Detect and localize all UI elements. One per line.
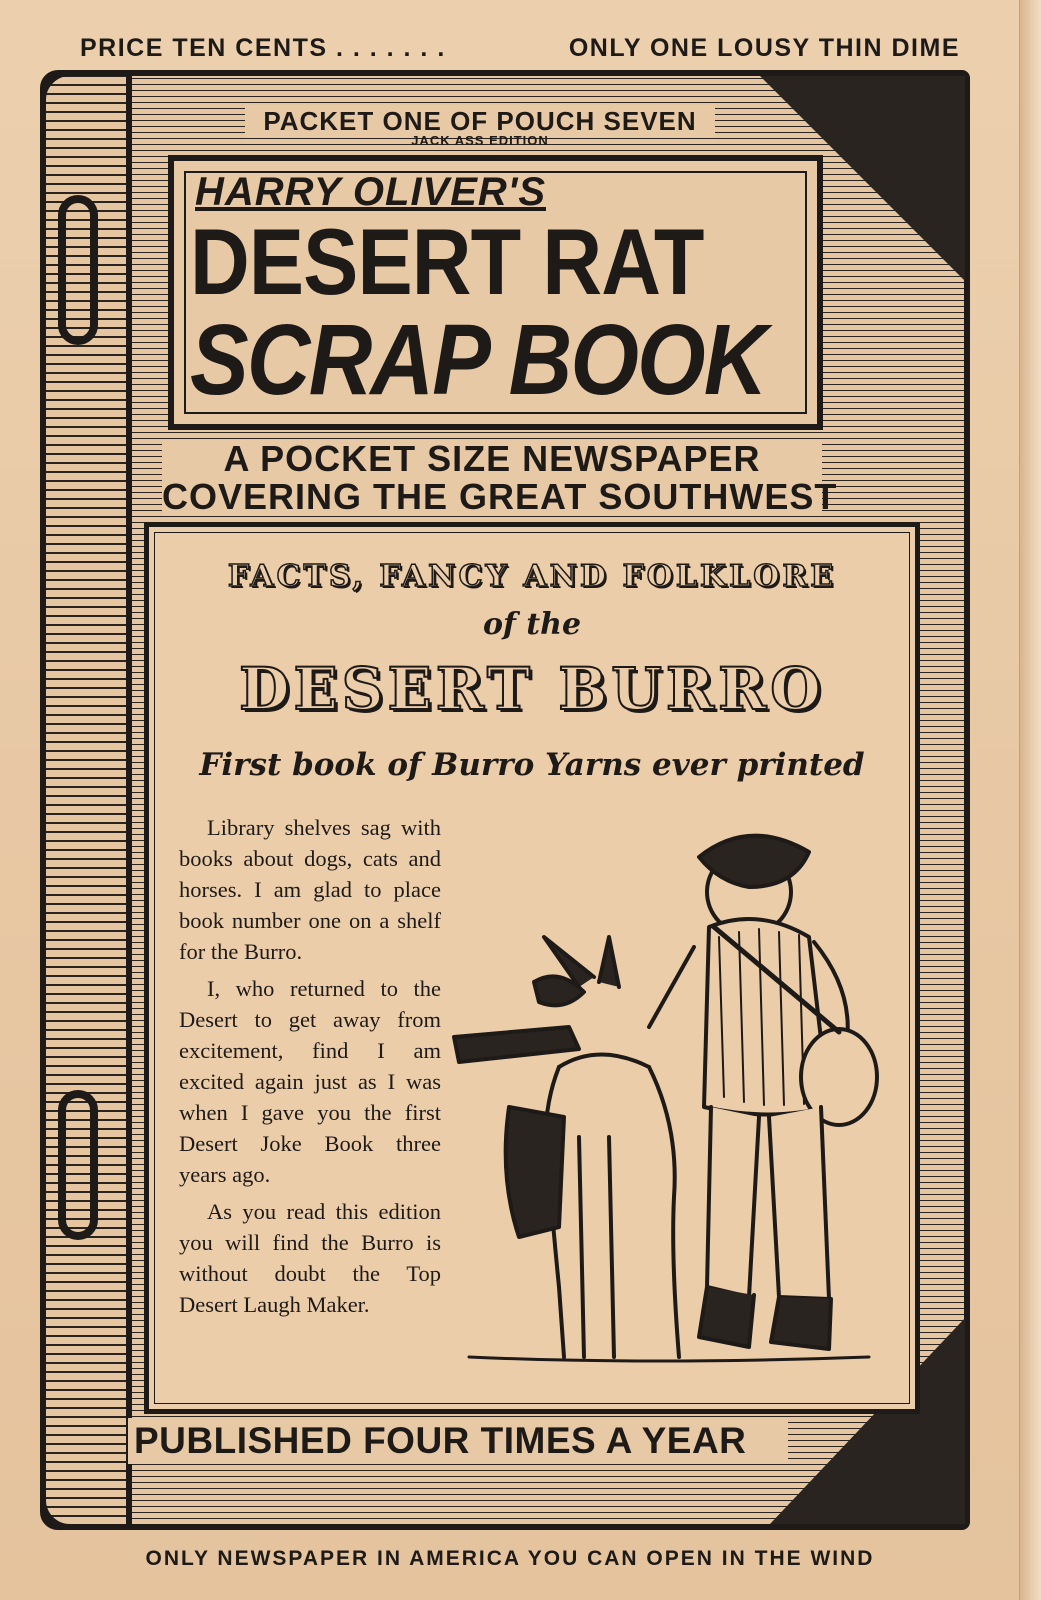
page-edge xyxy=(1019,0,1041,1600)
publication-frequency: PUBLISHED FOUR TIMES A YEAR xyxy=(128,1418,788,1464)
tagline xyxy=(162,438,838,517)
tagline-line-1: A POCKET SIZE NEWSPAPER xyxy=(223,438,761,479)
price-text: PRICE TEN CENTS . . . . . . . xyxy=(80,34,446,62)
feature-subtitle: First book of Burro Yarns ever printed xyxy=(199,747,865,783)
prospector-and-burro-illustration xyxy=(449,817,879,1377)
packet-label: PACKET ONE OF POUCH SEVEN xyxy=(245,105,715,137)
body-paragraph-3: As you read this edition you will find the Burro is without doubt the Top Desert Laugh Maker. xyxy=(179,1199,441,1317)
tagline-line-2: COVERING THE GREAT SOUTHWEST xyxy=(162,476,838,517)
price-line xyxy=(80,34,960,63)
binder-ring-top xyxy=(58,195,98,345)
edition-label: JACK ASS EDITION xyxy=(411,133,549,148)
masthead-title-line-2: SCRAP BOOK xyxy=(190,304,766,416)
feature-of-the: of the xyxy=(482,607,582,642)
byline: HARRY OLIVER'S xyxy=(195,170,546,214)
bottom-slogan: ONLY NEWSPAPER IN AMERICA YOU CAN OPEN IN THE WIND xyxy=(145,1547,875,1570)
masthead-title-line-1: DESERT RAT xyxy=(190,209,704,314)
feature-panel xyxy=(144,522,920,1414)
feature-kicker: FACTS, FANCY AND FOLKLORE xyxy=(227,559,837,594)
binder-ring-bottom xyxy=(58,1090,98,1240)
feature-headline: DESERT BURRO xyxy=(239,655,825,723)
body-paragraph-1: Library shelves sag with books about dogs, cats and horses. I am glad to place book number one on a shelf for the Burro. xyxy=(179,815,441,964)
dime-text: ONLY ONE LOUSY THIN DIME xyxy=(568,34,960,62)
feature-body xyxy=(179,812,441,1326)
body-paragraph-2: I, who returned to the Desert to get away from excitement, find I am excited again just as I was when I gave you the first Desert Joke Book three years ago. xyxy=(179,976,441,1187)
